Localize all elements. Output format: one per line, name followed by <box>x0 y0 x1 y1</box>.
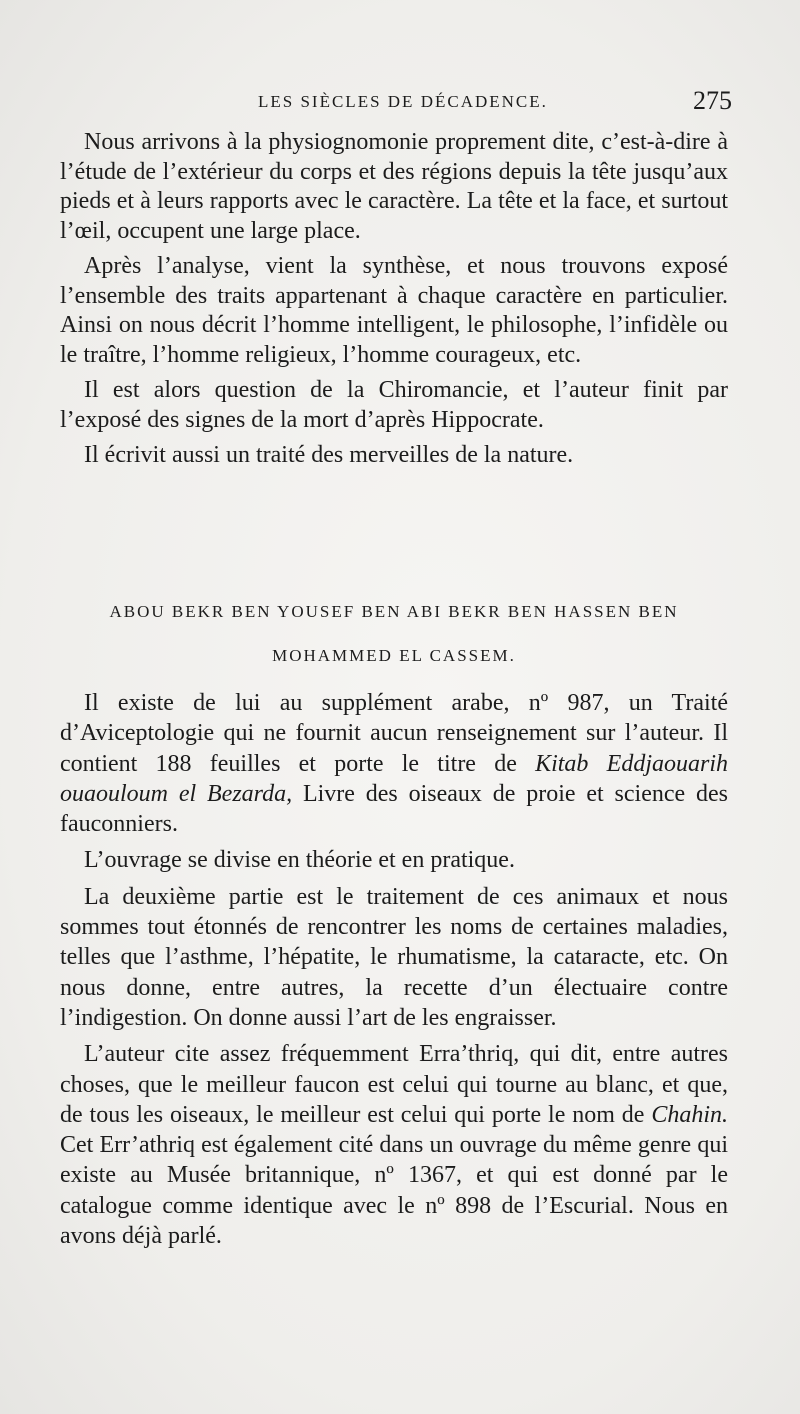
paragraph-aviceptologie-end: Livre des oiseaux de proie et science des fauconniers. <box>60 780 729 838</box>
paragraph-division: L’ouvrage se divise en théorie et en pratique. <box>84 847 515 874</box>
section-text <box>60 688 728 1257</box>
paragraph-errathriq <box>60 1039 728 1251</box>
paragraph-aviceptologie <box>60 688 728 839</box>
running-head: LES SIÈCLES DE DÉCADENCE. <box>258 92 548 111</box>
body-text-top <box>60 128 728 477</box>
paragraph-aviceptologie-start: Il existe de lui au supplément arabe, nº 987, un Traité d’Aviceptologie qui ne fournit aucun renseignement sur l’auteur. Il contient 188 feuilles et porte le titre de <box>60 690 728 777</box>
chahin-italic: Chahin. <box>651 1101 728 1128</box>
paragraph-traitement: La deuxième partie est le traitement de ces animaux et nous sommes tout étonnés de rencontrer les noms de certaines maladies, telles que l’asthme, l’hépatite, le rhumatisme, la cataracte, etc. On nous donne, entre autres, la recette d’un électuaire contre l’indigestion. On donne aussi l’art de les engraisser. <box>60 883 728 1031</box>
paragraph-merveilles: Il écrivit aussi un traité des merveilles de la nature. <box>84 442 574 468</box>
paragraph-errathriq-start: L’auteur cite assez fréquemment Erra’thriq, qui dit, entre autres choses, que le meilleur faucon est celui qui tourne au blanc, et que, de tous les oiseaux, le meilleur est celui qui porte le nom de <box>60 1041 728 1128</box>
paragraph-errathriq-end: Cet Err’athriq est également cité dans un ouvrage du même genre qui existe au Musée britannique, nº 1367, et qui est donné par le catalogue comme identique avec le nº 898 de l’Escurial. Nous en avons déjà parlé. <box>60 1132 728 1250</box>
paragraph-physiognomonie: Nous arrivons à la physiognomonie proprement dite, c’est-à-dire à l’étude de l’extérieur du corps et des régions depuis la tête jusqu’aux pieds et à leurs rapports avec le caractère. La tête et la face, et surtout l’œil, occupent une large place. <box>60 129 728 244</box>
paragraph-chiromancie: Il est alors question de la Chiromancie, et l’auteur finit par l’exposé des signes de la mort d’après Hippocrate. <box>60 377 728 433</box>
paragraph-synthese: Après l’analyse, vient la synthèse, et nous trouvons exposé l’ensemble des traits appartenant à chaque caractère en particulier. Ainsi on nous décrit l’homme intelligent, le philosophe, l’infidèle ou le traître, l’homme religieux, l’homme courageux, etc. <box>60 253 728 368</box>
book-title-italic: Kitab Eddjaouarih ouaouloum el Bezarda, <box>60 750 728 807</box>
page-header <box>60 86 732 124</box>
page-number: 275 <box>693 86 732 115</box>
section-heading: ABOU BEKR BEN YOUSEF BEN ABI BEKR BEN HASSEN BEN MOHAMMED EL CASSEM. <box>109 602 679 665</box>
